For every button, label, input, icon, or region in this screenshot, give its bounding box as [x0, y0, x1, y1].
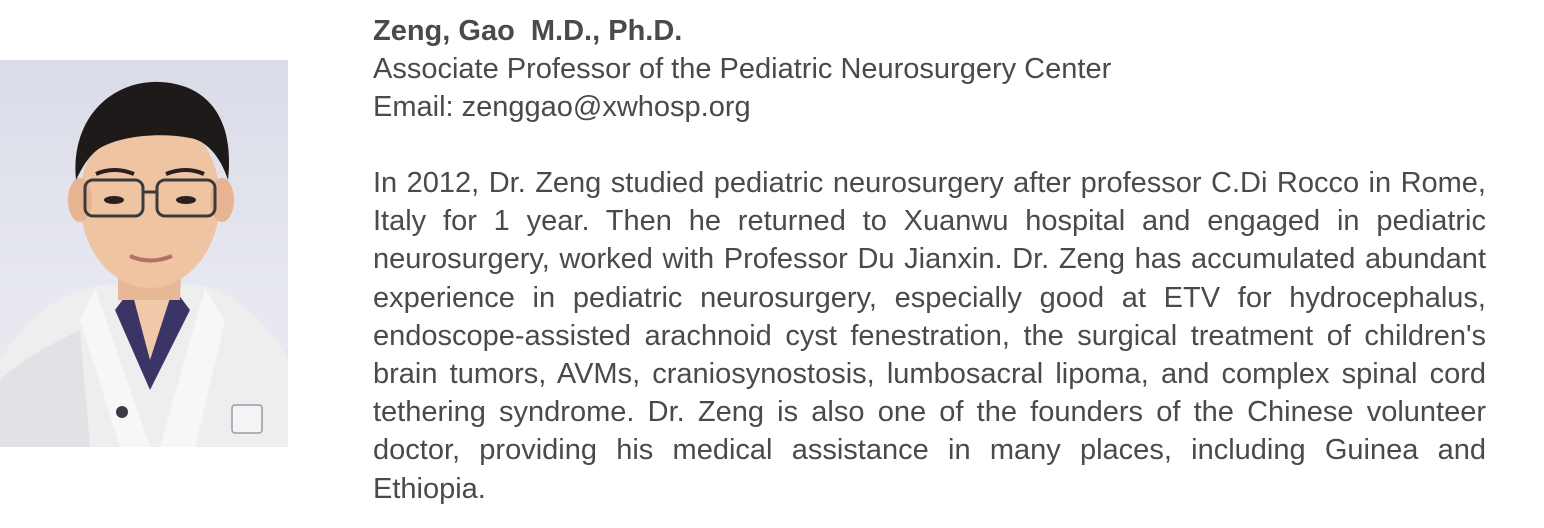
doctor-name: Zeng, Gao M.D., Ph.D.: [373, 15, 683, 47]
doctor-email: Email: zenggao@xwhosp.org: [373, 91, 751, 123]
doctor-title: Associate Professor of the Pediatric Neurosurgery Center: [373, 53, 1112, 85]
portrait-photo: [0, 60, 288, 447]
bio-block: [373, 12, 1486, 508]
spacer: [373, 126, 1486, 164]
biography-paragraph: In 2012, Dr. Zeng studied pediatric neurosurgery after professor C.Di Rocco in Rome, Italy for 1 year. Then he returned to Xuanwu hospital and engaged in pediatric neurosurgery, worked with Professor Du Jianxin. Dr. Zeng has accumulated abundant experience in pediatric neurosurgery, especially good at ETV for hydrocephalus, endoscope-assisted arachnoid cyst fenestration, the surgical treatment of children's brain tumors, AVMs, craniosynostosis, lumbosacral lipoma, and complex spinal cord tethering syndrome. Dr. Zeng is also one of the founders of the Chinese volunteer doctor, providing his medical assistance in many places, including Guinea and Ethiopia.: [373, 167, 1486, 505]
